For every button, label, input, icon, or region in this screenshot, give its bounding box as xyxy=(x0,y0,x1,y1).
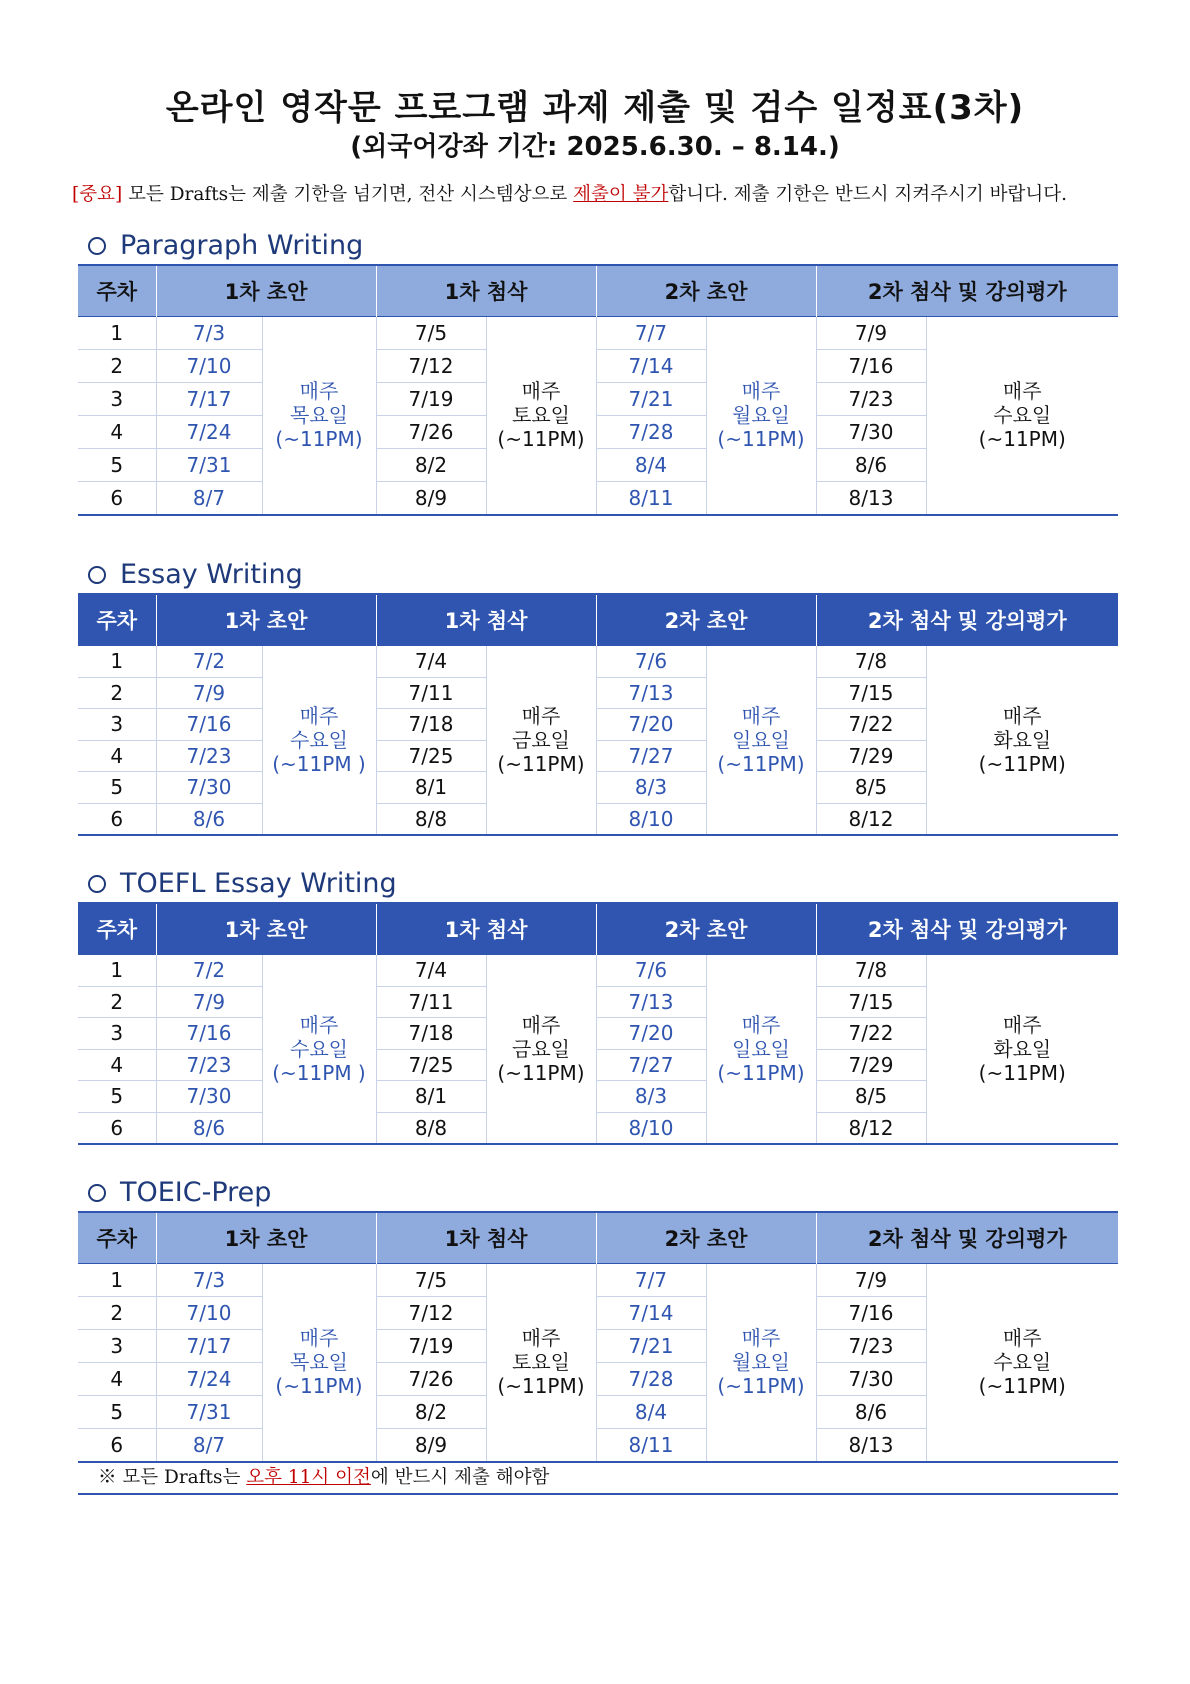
review1-date: 7/5 xyxy=(376,317,486,350)
week-cell: 3 xyxy=(78,709,156,741)
week-cell: 5 xyxy=(78,1396,156,1429)
deadline-note-line: 매주 xyxy=(521,1326,561,1351)
schedule-table xyxy=(78,593,1118,836)
schedule-table xyxy=(78,1211,1118,1463)
footnote-text-1: ※ 모든 Drafts는 xyxy=(98,1466,247,1488)
column-header: 1차 초안 xyxy=(156,265,376,317)
table-row xyxy=(78,317,1118,350)
review1-date: 7/25 xyxy=(376,1049,486,1081)
draft2-date: 7/6 xyxy=(596,955,706,987)
deadline-note-line: 화요일 xyxy=(993,1036,1052,1061)
draft1-date: 7/23 xyxy=(156,740,262,772)
review2-date: 7/15 xyxy=(816,986,926,1018)
deadline-note-line: 금요일 xyxy=(512,727,570,752)
deadline-note-line: 매주 xyxy=(299,703,339,728)
review2-date: 8/6 xyxy=(816,449,926,482)
circle-bullet-icon xyxy=(88,237,106,255)
draft1-date: 7/2 xyxy=(156,646,262,678)
draft2-date: 7/13 xyxy=(596,677,706,709)
review1-date: 7/26 xyxy=(376,416,486,449)
week-cell: 2 xyxy=(78,350,156,383)
week-cell: 6 xyxy=(78,803,156,835)
review2-date: 7/9 xyxy=(816,1264,926,1297)
review2-date: 7/8 xyxy=(816,955,926,987)
week-cell: 6 xyxy=(78,1429,156,1462)
review1-date: 8/1 xyxy=(376,1081,486,1113)
draft1-date: 7/9 xyxy=(156,986,262,1018)
review1-date: 8/2 xyxy=(376,449,486,482)
review2-date: 8/5 xyxy=(816,1081,926,1113)
draft2-date: 7/20 xyxy=(596,709,706,741)
column-header: 2차 초안 xyxy=(596,594,816,646)
circle-bullet-icon xyxy=(88,1184,106,1202)
review2-date: 7/23 xyxy=(816,1330,926,1363)
week-cell: 5 xyxy=(78,449,156,482)
review2-date: 7/15 xyxy=(816,677,926,709)
deadline-note-line: (~11PM) xyxy=(717,751,805,776)
column-header: 1차 초안 xyxy=(156,594,376,646)
deadline-note-line: (~11PM) xyxy=(717,1060,805,1085)
draft2-date: 7/28 xyxy=(596,416,706,449)
column-header: 1차 첨삭 xyxy=(376,903,596,955)
week-cell: 3 xyxy=(78,1330,156,1363)
deadline-note-line: 매주 xyxy=(741,379,781,404)
draft2-date: 7/14 xyxy=(596,350,706,383)
deadline-note-line: (~11PM) xyxy=(275,1374,363,1399)
deadline-note-line: 일요일 xyxy=(732,727,790,752)
review2-date: 8/5 xyxy=(816,772,926,804)
notice-text-1: 모든 Drafts는 제출 기한을 넘기면, 전산 시스템상으로 xyxy=(122,184,574,205)
draft1-date: 7/31 xyxy=(156,1396,262,1429)
draft1-date: 8/7 xyxy=(156,1429,262,1462)
deadline-note xyxy=(262,646,376,835)
column-header: 2차 첨삭 및 강의평가 xyxy=(816,594,1118,646)
draft1-date: 7/17 xyxy=(156,1330,262,1363)
draft1-date: 7/3 xyxy=(156,1264,262,1297)
column-header: 2차 초안 xyxy=(596,265,816,317)
deadline-note xyxy=(926,955,1118,1144)
review1-date: 8/9 xyxy=(376,482,486,515)
deadline-note-line: 매주 xyxy=(299,1326,339,1351)
draft2-date: 7/27 xyxy=(596,740,706,772)
column-header: 1차 첨삭 xyxy=(376,265,596,317)
deadline-note xyxy=(486,317,596,515)
draft2-date: 8/4 xyxy=(596,449,706,482)
deadline-note-line: 매주 xyxy=(521,379,561,404)
review2-date: 7/29 xyxy=(816,1049,926,1081)
column-header: 주차 xyxy=(78,594,156,646)
draft1-date: 7/30 xyxy=(156,1081,262,1113)
draft2-date: 7/7 xyxy=(596,1264,706,1297)
deadline-note-line: 목요일 xyxy=(290,1350,348,1375)
draft1-date: 7/16 xyxy=(156,709,262,741)
review2-date: 7/30 xyxy=(816,416,926,449)
draft1-date: 7/31 xyxy=(156,449,262,482)
review1-date: 7/19 xyxy=(376,1330,486,1363)
deadline-note xyxy=(262,317,376,515)
deadline-note-line: 월요일 xyxy=(732,1350,790,1375)
footnote-text-2: 에 반드시 제출 해야함 xyxy=(370,1466,550,1488)
header-row xyxy=(78,594,1118,646)
draft2-date: 8/3 xyxy=(596,772,706,804)
notice-highlight: 제출이 불가 xyxy=(573,184,669,205)
deadline-note-line: (~11PM) xyxy=(497,427,585,452)
deadline-note-line: 매주 xyxy=(741,1012,781,1037)
deadline-note-line: (~11PM) xyxy=(717,1374,805,1399)
deadline-note-line: (~11PM) xyxy=(497,1374,585,1399)
week-cell: 2 xyxy=(78,677,156,709)
review1-date: 7/25 xyxy=(376,740,486,772)
draft1-date: 7/16 xyxy=(156,1018,262,1050)
deadline-note-line: 일요일 xyxy=(732,1036,790,1061)
review1-date: 7/4 xyxy=(376,955,486,987)
review2-date: 7/23 xyxy=(816,383,926,416)
deadline-note-line: (~11PM ) xyxy=(272,751,366,776)
review2-date: 7/16 xyxy=(816,350,926,383)
section-toefl-essay-writing xyxy=(78,866,1118,1145)
deadline-note-line: 매주 xyxy=(299,379,339,404)
table-row xyxy=(78,646,1118,678)
draft1-date: 8/6 xyxy=(156,803,262,835)
week-cell: 4 xyxy=(78,740,156,772)
review1-date: 8/9 xyxy=(376,1429,486,1462)
draft2-date: 8/4 xyxy=(596,1396,706,1429)
circle-bullet-icon xyxy=(88,875,106,893)
draft1-date: 7/23 xyxy=(156,1049,262,1081)
week-cell: 1 xyxy=(78,1264,156,1297)
week-cell: 1 xyxy=(78,955,156,987)
section-title-text: TOEIC-Prep xyxy=(120,1177,272,1208)
draft2-date: 8/10 xyxy=(596,1112,706,1144)
draft1-date: 7/30 xyxy=(156,772,262,804)
circle-bullet-icon xyxy=(88,566,106,584)
column-header: 1차 첨삭 xyxy=(376,1212,596,1264)
deadline-note xyxy=(926,317,1118,515)
column-header: 1차 초안 xyxy=(156,903,376,955)
review1-date: 7/11 xyxy=(376,986,486,1018)
draft2-date: 7/27 xyxy=(596,1049,706,1081)
deadline-note xyxy=(262,1264,376,1462)
table-row xyxy=(78,1264,1118,1297)
deadline-note xyxy=(486,955,596,1144)
column-header: 주차 xyxy=(78,1212,156,1264)
review1-date: 8/8 xyxy=(376,1112,486,1144)
column-header: 주차 xyxy=(78,265,156,317)
notice-tag: [중요] xyxy=(72,184,123,205)
draft2-date: 8/11 xyxy=(596,482,706,515)
deadline-note xyxy=(262,955,376,1144)
review2-date: 7/16 xyxy=(816,1297,926,1330)
deadline-note xyxy=(706,955,816,1144)
deadline-note xyxy=(926,1264,1118,1462)
page-title: 온라인 영작문 프로그램 과제 제출 및 검수 일정표(3차) xyxy=(165,88,1025,128)
deadline-note-line: 매주 xyxy=(299,1012,339,1037)
draft1-date: 8/7 xyxy=(156,482,262,515)
deadline-note-line: (~11PM ) xyxy=(272,1060,366,1085)
deadline-note-line: (~11PM) xyxy=(275,427,363,452)
deadline-note-line: 수요일 xyxy=(993,403,1052,428)
draft2-date: 8/10 xyxy=(596,803,706,835)
week-cell: 3 xyxy=(78,1018,156,1050)
schedule-table xyxy=(78,264,1118,516)
draft2-date: 8/3 xyxy=(596,1081,706,1113)
deadline-note-line: 매주 xyxy=(1002,703,1042,728)
deadline-note xyxy=(706,317,816,515)
review1-date: 7/12 xyxy=(376,350,486,383)
review2-date: 8/6 xyxy=(816,1396,926,1429)
column-header: 2차 초안 xyxy=(596,903,816,955)
deadline-note-line: 화요일 xyxy=(993,727,1052,752)
deadline-note-line: 토요일 xyxy=(512,403,570,428)
deadline-note xyxy=(486,646,596,835)
review2-date: 7/22 xyxy=(816,709,926,741)
review2-date: 8/12 xyxy=(816,803,926,835)
draft1-date: 7/10 xyxy=(156,1297,262,1330)
review1-date: 7/26 xyxy=(376,1363,486,1396)
column-header: 1차 첨삭 xyxy=(376,594,596,646)
column-header: 2차 초안 xyxy=(596,1212,816,1264)
week-cell: 6 xyxy=(78,482,156,515)
review1-date: 7/18 xyxy=(376,709,486,741)
review1-date: 8/8 xyxy=(376,803,486,835)
deadline-note-line: (~11PM) xyxy=(717,427,805,452)
deadline-note-line: 매주 xyxy=(521,1012,561,1037)
deadline-note-line: 매주 xyxy=(1002,1012,1042,1037)
draft1-date: 7/17 xyxy=(156,383,262,416)
notice-text-2: 합니다. 제출 기한은 반드시 지켜주시기 바랍니다. xyxy=(668,184,1067,205)
draft2-date: 7/21 xyxy=(596,383,706,416)
section-essay-writing xyxy=(78,557,1118,836)
review1-date: 7/12 xyxy=(376,1297,486,1330)
week-cell: 1 xyxy=(78,317,156,350)
deadline-note-line: (~11PM) xyxy=(497,1060,585,1085)
draft2-date: 7/28 xyxy=(596,1363,706,1396)
deadline-note-line: 수요일 xyxy=(290,1036,348,1061)
review1-date: 7/11 xyxy=(376,677,486,709)
header-row xyxy=(78,903,1118,955)
week-cell: 6 xyxy=(78,1112,156,1144)
deadline-note xyxy=(926,646,1118,835)
deadline-note-line: 매주 xyxy=(741,1326,781,1351)
review2-date: 7/22 xyxy=(816,1018,926,1050)
deadline-note-line: (~11PM) xyxy=(978,427,1066,452)
deadline-note-line: (~11PM) xyxy=(497,751,585,776)
footnote-highlight: 오후 11시 이전 xyxy=(246,1466,371,1488)
draft1-date: 7/9 xyxy=(156,677,262,709)
section-paragraph-writing xyxy=(78,228,1118,516)
schedule-table xyxy=(78,902,1118,1145)
review1-date: 7/19 xyxy=(376,383,486,416)
header-row xyxy=(78,1212,1118,1264)
draft1-date: 8/6 xyxy=(156,1112,262,1144)
review2-date: 8/13 xyxy=(816,1429,926,1462)
review1-date: 8/2 xyxy=(376,1396,486,1429)
review2-date: 7/8 xyxy=(816,646,926,678)
review2-date: 8/13 xyxy=(816,482,926,515)
column-header: 2차 첨삭 및 강의평가 xyxy=(816,265,1118,317)
header-row xyxy=(78,265,1118,317)
deadline-note-line: 매주 xyxy=(1002,1326,1042,1351)
draft1-date: 7/2 xyxy=(156,955,262,987)
column-header: 2차 첨삭 및 강의평가 xyxy=(816,903,1118,955)
review2-date: 7/9 xyxy=(816,317,926,350)
draft1-date: 7/10 xyxy=(156,350,262,383)
important-notice xyxy=(72,180,1132,206)
draft2-date: 7/20 xyxy=(596,1018,706,1050)
deadline-note xyxy=(706,1264,816,1462)
page-subtitle: (외국어강좌 기간: 2025.6.30. – 8.14.) xyxy=(350,132,840,162)
column-header: 2차 첨삭 및 강의평가 xyxy=(816,1212,1118,1264)
deadline-note xyxy=(486,1264,596,1462)
week-cell: 4 xyxy=(78,416,156,449)
week-cell: 1 xyxy=(78,646,156,678)
week-cell: 4 xyxy=(78,1363,156,1396)
week-cell: 5 xyxy=(78,772,156,804)
deadline-note-line: (~11PM) xyxy=(978,751,1066,776)
deadline-note-line: 수요일 xyxy=(290,727,348,752)
section-title xyxy=(78,1175,1118,1211)
review2-date: 8/12 xyxy=(816,1112,926,1144)
deadline-note-line: (~11PM) xyxy=(978,1374,1066,1399)
deadline-note-line: 목요일 xyxy=(290,403,348,428)
week-cell: 5 xyxy=(78,1081,156,1113)
review1-date: 7/18 xyxy=(376,1018,486,1050)
footnote xyxy=(78,1463,1118,1495)
draft2-date: 7/21 xyxy=(596,1330,706,1363)
draft2-date: 7/13 xyxy=(596,986,706,1018)
review2-date: 7/29 xyxy=(816,740,926,772)
review1-date: 7/4 xyxy=(376,646,486,678)
draft1-date: 7/3 xyxy=(156,317,262,350)
deadline-note-line: 수요일 xyxy=(993,1350,1052,1375)
deadline-note-line: 토요일 xyxy=(512,1350,570,1375)
section-title-text: TOEFL Essay Writing xyxy=(120,868,397,899)
section-title-text: Paragraph Writing xyxy=(120,230,364,261)
section-title xyxy=(78,866,1118,902)
week-cell: 4 xyxy=(78,1049,156,1081)
deadline-note xyxy=(706,646,816,835)
review1-date: 8/1 xyxy=(376,772,486,804)
draft2-date: 7/6 xyxy=(596,646,706,678)
deadline-note-line: 매주 xyxy=(521,703,561,728)
deadline-note-line: (~11PM) xyxy=(978,1060,1066,1085)
deadline-note-line: 월요일 xyxy=(732,403,790,428)
column-header: 주차 xyxy=(78,903,156,955)
draft1-date: 7/24 xyxy=(156,416,262,449)
table-row xyxy=(78,955,1118,987)
section-title xyxy=(78,557,1118,593)
section-toeic-prep xyxy=(78,1175,1118,1495)
draft1-date: 7/24 xyxy=(156,1363,262,1396)
section-title-text: Essay Writing xyxy=(120,559,303,590)
review1-date: 7/5 xyxy=(376,1264,486,1297)
week-cell: 2 xyxy=(78,1297,156,1330)
section-title xyxy=(78,228,1118,264)
week-cell: 2 xyxy=(78,986,156,1018)
deadline-note-line: 매주 xyxy=(741,703,781,728)
week-cell: 3 xyxy=(78,383,156,416)
draft2-date: 7/7 xyxy=(596,317,706,350)
draft2-date: 8/11 xyxy=(596,1429,706,1462)
column-header: 1차 초안 xyxy=(156,1212,376,1264)
deadline-note-line: 금요일 xyxy=(512,1036,570,1061)
review2-date: 7/30 xyxy=(816,1363,926,1396)
draft2-date: 7/14 xyxy=(596,1297,706,1330)
deadline-note-line: 매주 xyxy=(1002,379,1042,404)
